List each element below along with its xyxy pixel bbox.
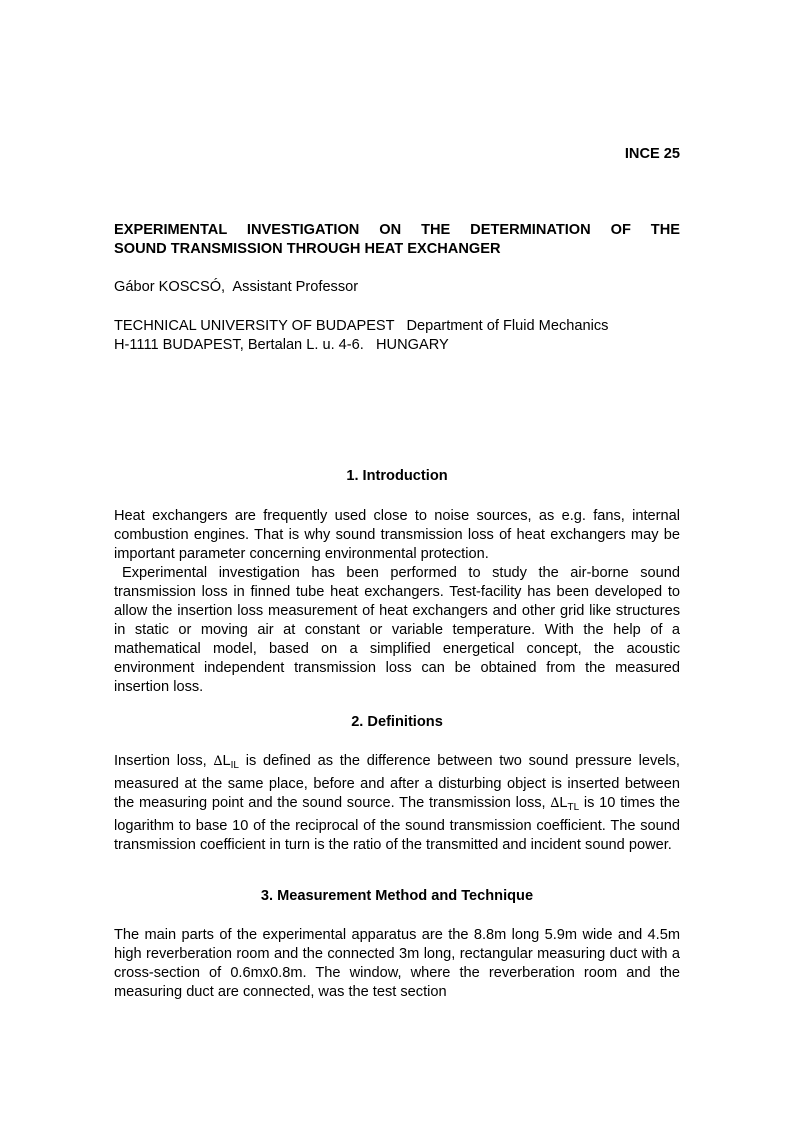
paper-title-line-2: SOUND TRANSMISSION THROUGH HEAT EXCHANGER	[114, 241, 501, 257]
introduction-paragraph-1: Heat exchangers are frequently used close to noise sources, as e.g. fans, internal combustion engines. That is why sound transmission loss of heat exchangers may be important parameter concerning environmental protection.	[114, 508, 680, 562]
paper-title	[114, 221, 680, 259]
definitions-text-c: is 10 times the logarithm to base 10 of the reciprocal of the sound transmission coefficient. The sound transmission coefficient in turn is the ratio of the transmitted and incident sound power.	[114, 795, 680, 853]
delta-symbol-tl: ∆	[550, 796, 560, 811]
affiliation	[114, 317, 608, 355]
definitions-text-b: is defined as the difference between two sound pressure levels, measured at the same place, before and after a disturbing object is inserted between the measuring point and the sound source. The transmission loss,	[114, 753, 680, 811]
introduction-paragraph-2: Experimental investigation has been performed to study the air-borne sound transmission loss in finned tube heat exchangers. Test-facility has been developed to allow the insertion loss measurement of heat exchangers and other grid like structures in static or moving air at constant or variable temperature. With the help of a mathematical model, based on a simplified energetical concept, the acoustic environment independent transmission loss can be obtained from the measured insertion loss.	[114, 565, 680, 695]
author-line: Gábor KOSCSÓ, Assistant Professor	[114, 279, 359, 295]
affiliation-line-2: H-1111 BUDAPEST, Bertalan L. u. 4-6. HUNGARY	[114, 337, 449, 353]
measurement-paragraph-1: The main parts of the experimental apparatus are the 8.8m long 5.9m wide and 4.5m high reverberation room and the connected 3m long, rectangular measuring duct with a cross-section of 0.6mx0.8m. The window, where the reverberation room and the measuring duct are connected, was the test section	[114, 927, 680, 1000]
definitions-text-a: Insertion loss,	[114, 753, 214, 769]
section-heading-definitions: 2. Definitions	[351, 714, 443, 730]
subscript-tl: TL	[567, 802, 580, 813]
section-heading-introduction: 1. Introduction	[346, 468, 448, 484]
symbol-l-il: L	[222, 753, 231, 769]
conference-id: INCE 25	[624, 146, 680, 162]
symbol-l-tl: L	[559, 795, 568, 811]
definitions-paragraph	[114, 752, 680, 855]
subscript-il: IL	[230, 760, 239, 771]
affiliation-line-1: TECHNICAL UNIVERSITY OF BUDAPEST Department of Fluid Mechanics	[114, 318, 609, 334]
paper-title-line-1: EXPERIMENTAL INVESTIGATION ON THE DETERMINATION OF THE	[114, 222, 680, 238]
section-heading-measurement: 3. Measurement Method and Technique	[260, 888, 534, 904]
delta-symbol-il: ∆	[213, 754, 223, 769]
